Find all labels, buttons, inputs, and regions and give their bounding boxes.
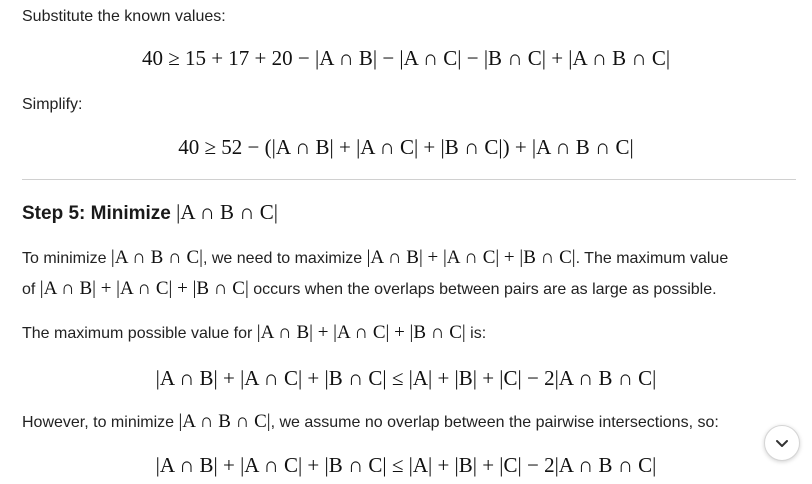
equation-max-bound: |A ∩ B| + |A ∩ C| + |B ∩ C| ≤ |A| + |B| + |C| − 2|A ∩ B ∩ C| — [155, 366, 657, 390]
inline-triple-intersection-2: |A ∩ B ∩ C| — [178, 411, 271, 432]
minimize-suffix: . The maximum value — [575, 250, 729, 267]
inline-pair-sum-3: |A ∩ B| + |A ∩ C| + |B ∩ C| — [256, 322, 466, 343]
however-prefix: However, to minimize — [22, 414, 179, 431]
step5-heading — [22, 200, 278, 225]
minimize-paragraph-line2 — [22, 279, 717, 300]
minimize-paragraph-line1 — [22, 248, 728, 269]
max-value-paragraph — [22, 323, 486, 344]
step5-heading-math: |A ∩ B ∩ C| — [176, 200, 278, 224]
equation-no-overlap: |A ∩ B| + |A ∩ C| + |B ∩ C| ≤ |A| + |B| + |C| − 2|A ∩ B ∩ C| — [155, 453, 657, 477]
inline-pair-sum: |A ∩ B| + |A ∩ C| + |B ∩ C| — [366, 247, 576, 268]
maxval-suffix: is: — [465, 325, 487, 342]
minimize-prefix: To minimize — [22, 250, 111, 267]
of-prefix: of — [22, 281, 40, 298]
maxval-prefix: The maximum possible value for — [22, 325, 257, 342]
of-suffix: occurs when the overlaps between pairs are as large as possible. — [248, 281, 717, 298]
step5-heading-label: Step 5: Minimize — [22, 203, 177, 224]
chevron-down-icon — [774, 435, 790, 451]
section-divider — [22, 179, 796, 180]
minimize-mid: , we need to maximize — [202, 250, 367, 267]
equation-simplify: 40 ≥ 52 − (|A ∩ B| + |A ∩ C| + |B ∩ C|) + |A ∩ B ∩ C| — [178, 135, 634, 159]
scroll-down-button[interactable] — [764, 425, 800, 461]
inline-triple-intersection: |A ∩ B ∩ C| — [110, 247, 203, 268]
equation-substitute: 40 ≥ 15 + 17 + 20 − |A ∩ B| − |A ∩ C| − |B ∩ C| + |A ∩ B ∩ C| — [141, 46, 671, 70]
however-suffix: , we assume no overlap between the pairwise intersections, so: — [270, 414, 719, 431]
simplify-text: Simplify: — [22, 96, 83, 113]
substitute-text: Substitute the known values: — [22, 8, 226, 25]
however-paragraph — [22, 412, 719, 433]
inline-pair-sum-2: |A ∩ B| + |A ∩ C| + |B ∩ C| — [39, 278, 249, 299]
